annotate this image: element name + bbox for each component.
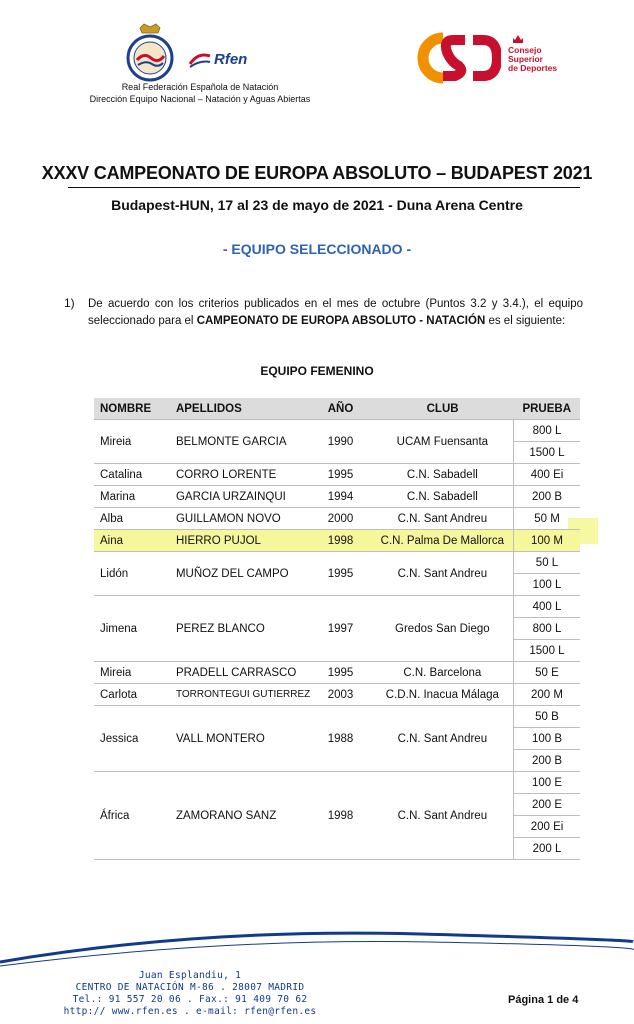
athlete-club: C.N. Sant Andreu bbox=[372, 772, 514, 860]
athlete-event: 200 B bbox=[513, 486, 580, 508]
athlete-event: 200 M bbox=[513, 684, 580, 706]
table-row bbox=[94, 772, 580, 794]
table-row bbox=[94, 420, 580, 442]
athlete-club: C.N. Barcelona bbox=[372, 662, 514, 684]
athlete-surname: HIERRO PUJOL bbox=[170, 530, 322, 552]
athlete-event: 200 B bbox=[513, 750, 580, 772]
athlete-club: C.N. Sabadell bbox=[372, 464, 514, 486]
athlete-first-name: Mireia bbox=[94, 420, 170, 464]
athlete-club: C.N. Sant Andreu bbox=[372, 706, 514, 772]
section-title: - EQUIPO SELECCIONADO - bbox=[222, 241, 412, 257]
athlete-club: C.N. Sant Andreu bbox=[372, 552, 514, 596]
athlete-birth-year: 1990 bbox=[322, 420, 372, 464]
athlete-birth-year: 1995 bbox=[322, 464, 372, 486]
athlete-birth-year: 1994 bbox=[322, 486, 372, 508]
athlete-event: 50 B bbox=[513, 706, 580, 728]
athlete-first-name: Marina bbox=[94, 486, 170, 508]
athlete-birth-year: 2000 bbox=[322, 508, 372, 530]
athlete-surname: VALL MONTERO bbox=[170, 706, 322, 772]
header-prueba: PRUEBA bbox=[513, 398, 580, 420]
athlete-surname: PRADELL CARRASCO bbox=[170, 662, 322, 684]
rfen-logo-text: Rfen bbox=[214, 51, 248, 68]
athlete-club: C.N. Sabadell bbox=[372, 486, 514, 508]
paragraph-bold-text: CAMPEONATO DE EUROPA ABSOLUTO - NATACIÓN bbox=[196, 315, 486, 327]
rfen-crest-logo bbox=[122, 22, 178, 84]
athlete-birth-year: 1998 bbox=[322, 772, 372, 860]
athlete-birth-year: 1995 bbox=[322, 662, 372, 684]
squad-table bbox=[94, 398, 580, 860]
athlete-event: 200 L bbox=[513, 838, 580, 860]
athlete-first-name: Jessica bbox=[94, 706, 170, 772]
document-title: XXXV CAMPEONATO DE EUROPA ABSOLUTO – BUDAPEST 2021 bbox=[41, 163, 593, 183]
header-nombre: NOMBRE bbox=[94, 398, 170, 420]
table-row bbox=[94, 662, 580, 684]
footer-web-line: http:// www.rfen.es . e-mail: rfen@rfen.es bbox=[63, 1006, 317, 1017]
athlete-event: 50 L bbox=[513, 552, 580, 574]
athlete-club: C.N. Sant Andreu bbox=[372, 508, 514, 530]
header-ano: AÑO bbox=[322, 398, 372, 420]
csd-line: Consejo bbox=[508, 45, 542, 55]
paragraph-number: 1) bbox=[64, 296, 75, 310]
team-title: EQUIPO FEMENINO bbox=[260, 364, 374, 378]
athlete-event: 800 L bbox=[513, 420, 580, 442]
table-row bbox=[94, 508, 580, 530]
athlete-event: 100 L bbox=[513, 574, 580, 596]
table-row bbox=[94, 706, 580, 728]
federation-name: Real Federación Española de Natación bbox=[121, 82, 279, 92]
athlete-event: 100 E bbox=[513, 772, 580, 794]
athlete-event: 50 M bbox=[513, 508, 580, 530]
page-total: 4 bbox=[572, 994, 579, 1006]
athlete-birth-year: 1997 bbox=[322, 596, 372, 662]
table-row bbox=[94, 464, 580, 486]
athlete-event: 400 Ei bbox=[513, 464, 580, 486]
paragraph-text: De acuerdo con los criterios publicados en el mes de octubre (Puntos 3.2 y 3.4.), el equipo seleccionado para el bbox=[88, 298, 583, 327]
paragraph-text-end: es el siguiente: bbox=[485, 315, 566, 327]
athlete-event: 200 Ei bbox=[513, 816, 580, 838]
athlete-event: 100 B bbox=[513, 728, 580, 750]
header-apellidos: APELLIDOS bbox=[170, 398, 322, 420]
athlete-surname: PEREZ BLANCO bbox=[170, 596, 322, 662]
page-of: de bbox=[556, 994, 570, 1006]
athlete-birth-year: 1988 bbox=[322, 706, 372, 772]
athlete-club: C.N. Palma De Mallorca bbox=[372, 530, 514, 552]
table-row bbox=[94, 486, 580, 508]
table-row bbox=[94, 684, 580, 706]
athlete-first-name: África bbox=[94, 772, 170, 860]
athlete-surname: CORRO LORENTE bbox=[170, 464, 322, 486]
title-divider bbox=[68, 187, 580, 188]
athlete-surname: TORRONTEGUI GUTIERREZ bbox=[170, 684, 322, 706]
athlete-club: C.D.N. Inacua Málaga bbox=[372, 684, 514, 706]
athlete-first-name: Mireia bbox=[94, 662, 170, 684]
intro-paragraph bbox=[88, 296, 583, 330]
rfen-logo bbox=[188, 50, 272, 72]
page-current: 1 bbox=[547, 994, 554, 1006]
federation-department: Dirección Equipo Nacional – Natación y Aguas Abiertas bbox=[89, 94, 311, 104]
athlete-event: 1500 L bbox=[513, 442, 580, 464]
header-club: CLUB bbox=[372, 398, 514, 420]
footer-address-line: Juan Esplandiu, 1 bbox=[138, 970, 242, 981]
athlete-first-name: Alba bbox=[94, 508, 170, 530]
athlete-surname: BELMONTE GARCIA bbox=[170, 420, 322, 464]
athlete-birth-year: 2003 bbox=[322, 684, 372, 706]
athlete-club: UCAM Fuensanta bbox=[372, 420, 514, 464]
athlete-first-name: Lidón bbox=[94, 552, 170, 596]
athlete-event: 400 L bbox=[513, 596, 580, 618]
athlete-event: 50 E bbox=[513, 662, 580, 684]
table-body bbox=[94, 420, 580, 860]
athlete-surname: GUILLAMON NOVO bbox=[170, 508, 322, 530]
athlete-event: 800 L bbox=[513, 618, 580, 640]
athlete-first-name: Jimena bbox=[94, 596, 170, 662]
table-row bbox=[94, 552, 580, 574]
csd-logo bbox=[413, 32, 501, 84]
csd-logo-text bbox=[508, 46, 578, 73]
athlete-first-name: Aina bbox=[94, 530, 170, 552]
page-label: Página bbox=[508, 994, 545, 1006]
athlete-birth-year: 1995 bbox=[322, 552, 372, 596]
table-row bbox=[94, 530, 580, 552]
athlete-club: Gredos San Diego bbox=[372, 596, 514, 662]
athlete-event: 200 E bbox=[513, 794, 580, 816]
csd-line: de Deportes bbox=[508, 63, 558, 73]
athlete-event: 100 M bbox=[513, 530, 580, 552]
footer-phone-line: Tel.: 91 557 20 06 . Fax.: 91 409 70 62 bbox=[72, 994, 308, 1005]
athlete-surname: MUÑOZ DEL CAMPO bbox=[170, 552, 322, 596]
athlete-first-name: Catalina bbox=[94, 464, 170, 486]
table-header-row bbox=[94, 398, 580, 420]
athlete-event: 1500 L bbox=[513, 640, 580, 662]
table-row bbox=[94, 596, 580, 618]
athlete-surname: GARCIA URZAINQUI bbox=[170, 486, 322, 508]
athlete-surname: ZAMORANO SANZ bbox=[170, 772, 322, 860]
athlete-first-name: Carlota bbox=[94, 684, 170, 706]
footer-address-line: CENTRO DE NATACIÓN M-86 . 28007 MADRID bbox=[75, 982, 305, 993]
page-indicator bbox=[508, 994, 578, 1006]
document-subtitle: Budapest-HUN, 17 al 23 de mayo de 2021 - Duna Arena Centre bbox=[111, 197, 523, 213]
csd-line: Superior bbox=[508, 54, 543, 64]
athlete-birth-year: 1998 bbox=[322, 530, 372, 552]
